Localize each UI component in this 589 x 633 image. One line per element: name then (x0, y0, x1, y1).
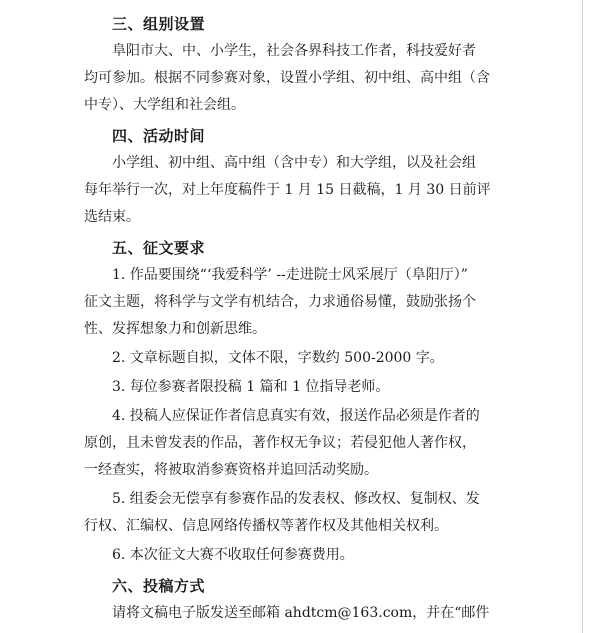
text-line: 5. 组委会无偿享有参赛作品的发表权、修改权、复制权、发 (112, 491, 480, 507)
section-heading: 三、组别设置 (112, 15, 206, 33)
text-line: 1. 作品要围绕“‘我爱科学’ --走进院士风采展厅（阜阳厅）” (112, 267, 468, 283)
section-heading: 四、活动时间 (112, 127, 206, 145)
text-line: 原创，且未曾发表的作品，著作权无争议；若侵犯他人著作权， (84, 435, 476, 451)
text-line: 行权、汇编权、信息网络传播权等著作权及其他相关权利。 (84, 518, 448, 534)
text-line: 请将文稿电子版发送至邮箱 ahdtcm@163.com，并在“邮件 (112, 605, 490, 621)
text-line: 中专）、大学组和社会组。 (84, 97, 245, 113)
text-line: 6. 本次征文大赛不收取任何参赛费用。 (112, 547, 354, 563)
text-line: 阜阳市大、中、小学生，社会各界科技工作者，科技爱好者 (112, 43, 476, 59)
text-line: 征文主题，将科学与文学有机结合，力求通俗易懂，鼓励张扬个 (84, 294, 476, 310)
text-line: 每年举行一次，对上年度稿件于 1 月 15 日截稿，1 月 30 日前评 (84, 182, 491, 198)
paragraph (84, 600, 524, 627)
document-body (84, 14, 524, 627)
text-line: 3. 每位参赛者限投稿 1 篇和 1 位指导老师。 (112, 379, 390, 395)
text-line: 小学组、初中组、高中组（含中专）和大学组，以及社会组 (112, 155, 476, 171)
section-heading: 五、征文要求 (112, 239, 206, 257)
paragraph (84, 486, 524, 540)
text-line: 选结束。 (84, 209, 140, 225)
paragraph (84, 38, 524, 119)
text-line: 一经查实，将被取消参赛资格并追回活动奖励。 (84, 462, 378, 478)
text-line: 性、发挥想象力和创新思维。 (84, 321, 266, 337)
paragraph (84, 262, 524, 343)
text-line: 均可参加。根据不同参赛对象，设置小学组、初中组、高中组（含 (84, 70, 490, 86)
paragraph (84, 403, 524, 484)
text-line: 2. 文章标题自拟，文体不限，字数约 500-2000 字。 (112, 350, 444, 366)
section-heading: 六、投稿方式 (112, 577, 206, 595)
paragraph (84, 542, 524, 569)
text-line: 4. 投稿人应保证作者信息真实有效，报送作品必须是作者的 (112, 408, 480, 424)
paragraph (84, 150, 524, 231)
paragraph (84, 374, 524, 401)
paragraph (84, 345, 524, 372)
page-edge (582, 0, 583, 633)
